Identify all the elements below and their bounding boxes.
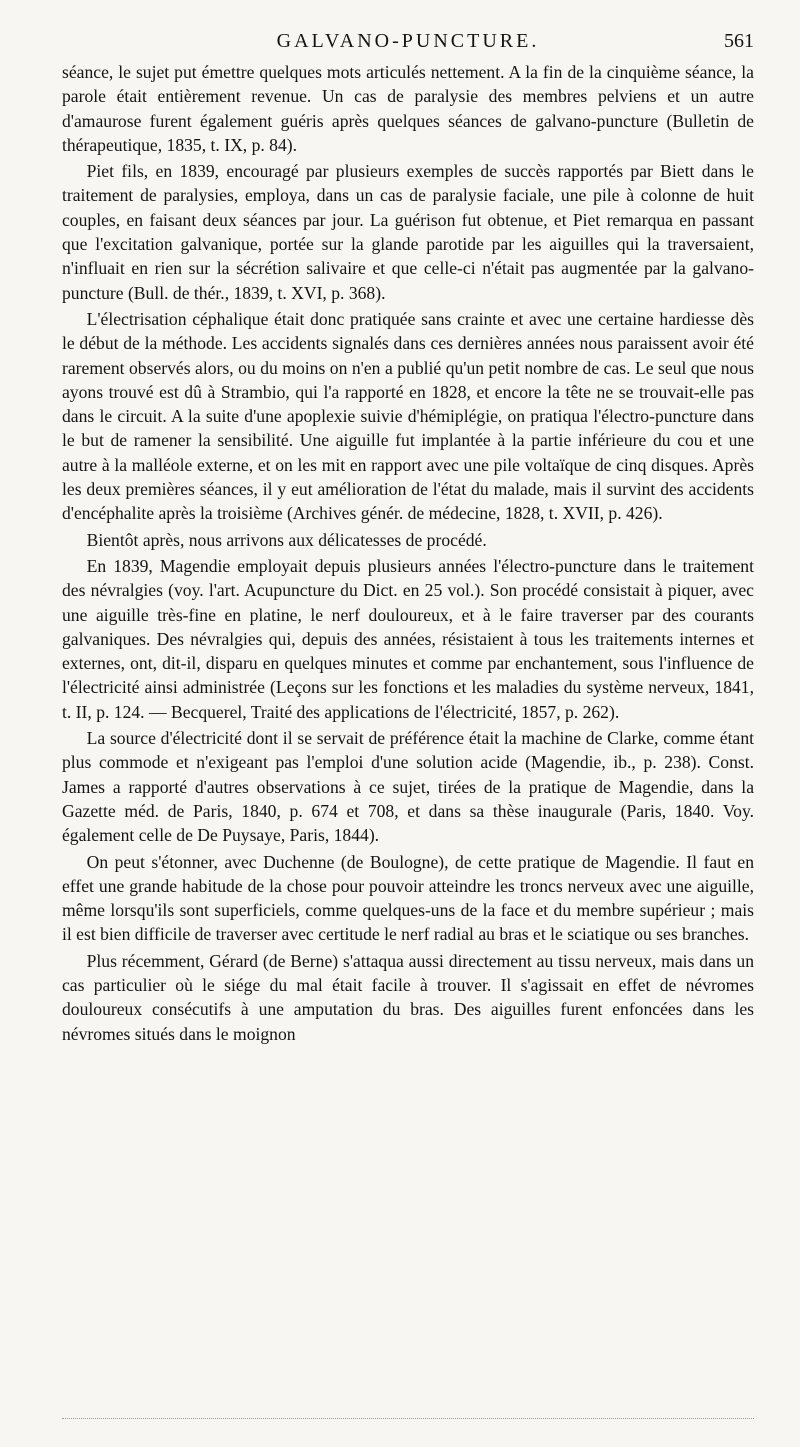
paragraph: En 1839, Magendie employait depuis plusieurs années l'électro-puncture dans le traitement des névralgies (voy. l'art. Acupuncture du Dict. en 25 vol.). Son procédé consistait à piquer, avec une aiguille très-fine en platine, le nerf douloureux, et à le faire traverser par des courants galvaniques. Des névralgies qui, depuis des années, résistaient à tous les traitements internes et externes, ont, dit-il, disparu en quelques minutes et comme par enchantement, sous l'influence de l'électricité ainsi administrée (Leçons sur les fonctions et les maladies du système nerveux, 1841, t. II, p. 124. — Becquerel, Traité des applications de l'électricité, 1857, p. 262). <box>62 555 754 722</box>
paragraph: Plus récemment, Gérard (de Berne) s'attaqua aussi directement au tissu nerveux, mais dans un cas particulier où le siége du mal était facile à trouver. Il s'agissait en effet de névromes douloureux consécutifs à une amputation du bras. Des aiguilles furent enfoncées dans les névromes situés dans le moignon <box>62 950 754 1044</box>
footer-rule <box>62 1418 754 1419</box>
running-head <box>62 30 754 60</box>
paragraph: On peut s'étonner, avec Duchenne (de Boulogne), de cette pratique de Magendie. Il faut en effet une grande habitude de la chose pour pouvoir atteindre les troncs nerveux avec une aiguille, même lorsqu'ils sont superficiels, comme quelques-uns de la face et du membre supérieur ; mais il est bien difficile de traverser avec certitude le nerf radial au bras et le sciatique ou ses branches. <box>62 851 754 945</box>
paragraph: Bientôt après, nous arrivons aux délicatesses de procédé. <box>86 529 487 550</box>
paragraph-continued: séance, le sujet put émettre quelques mots articulés nettement. A la fin de la cinquième séance, la parole était entièrement revenue. Un cas de paralysie des membres pelviens et un autre d'amaurose furent également guéris après quelques séances de galvano-puncture (Bulletin de thérapeutique, 1835, t. IX, p. 84). <box>62 62 754 155</box>
running-title: GALVANO-PUNCTURE. <box>276 30 540 52</box>
paragraph: Piet fils, en 1839, encouragé par plusieurs exemples de succès rapportés par Biett dans le traitement de paralysies, employa, dans un cas de paralysie faciale, une pile à colonne de huit couples, en faisant deux séances par jour. La guérison fut obtenue, et Piet remarqua en passant que l'excitation galvanique, portée sur la glande parotide par les aiguilles qui la traversaient, n'influait en rien sur la sécrétion salivaire et que celle-ci n'était pas augmentée par la galvano-puncture (Bull. de thér., 1839, t. XVI, p. 368). <box>62 161 754 303</box>
paragraph: La source d'électricité dont il se servait de préférence était la machine de Clarke, comme étant plus commode et n'exigeant pas l'emploi d'une solution acide (Magendie, ib., p. 238). Const. James a rapporté d'autres observations à ce sujet, tirées de la pratique de Magendie, dans la Gazette méd. de Paris, 1840, p. 674 et 708, et dans sa thèse inaugurale (Paris, 1840. Voy. également celle de De Puysaye, Paris, 1844). <box>62 728 754 846</box>
page-body <box>62 60 754 1046</box>
paragraph: L'électrisation céphalique était donc pratiquée sans crainte et avec une certaine hardiesse dès le début de la méthode. Les accidents signalés dans ces dernières années nous paraissent avoir été rarement observés alors, ou du moins on n'en a publié qu'un petit nombre de cas. Le seul que nous ayons trouvé est dû à Strambio, qui l'a rapporté en 1828, et encore la tête ne se trouvait-elle pas dans le circuit. A la suite d'une apoplexie suivie d'hémiplégie, on pratiqua l'électro-puncture dans le but de ramener la sensibilité. Une aiguille fut implantée à la partie inférieure du cou et une autre à la malléole externe, et on les mit en rapport avec une pile voltaïque de cinq disques. Après les deux premières séances, il y eut amélioration de l'état du malade, mais il survint des accidents d'encéphalite après la troisième (Archives génér. de médecine, 1828, t. XVII, p. 426). <box>62 308 754 524</box>
page-number: 561 <box>724 30 754 52</box>
